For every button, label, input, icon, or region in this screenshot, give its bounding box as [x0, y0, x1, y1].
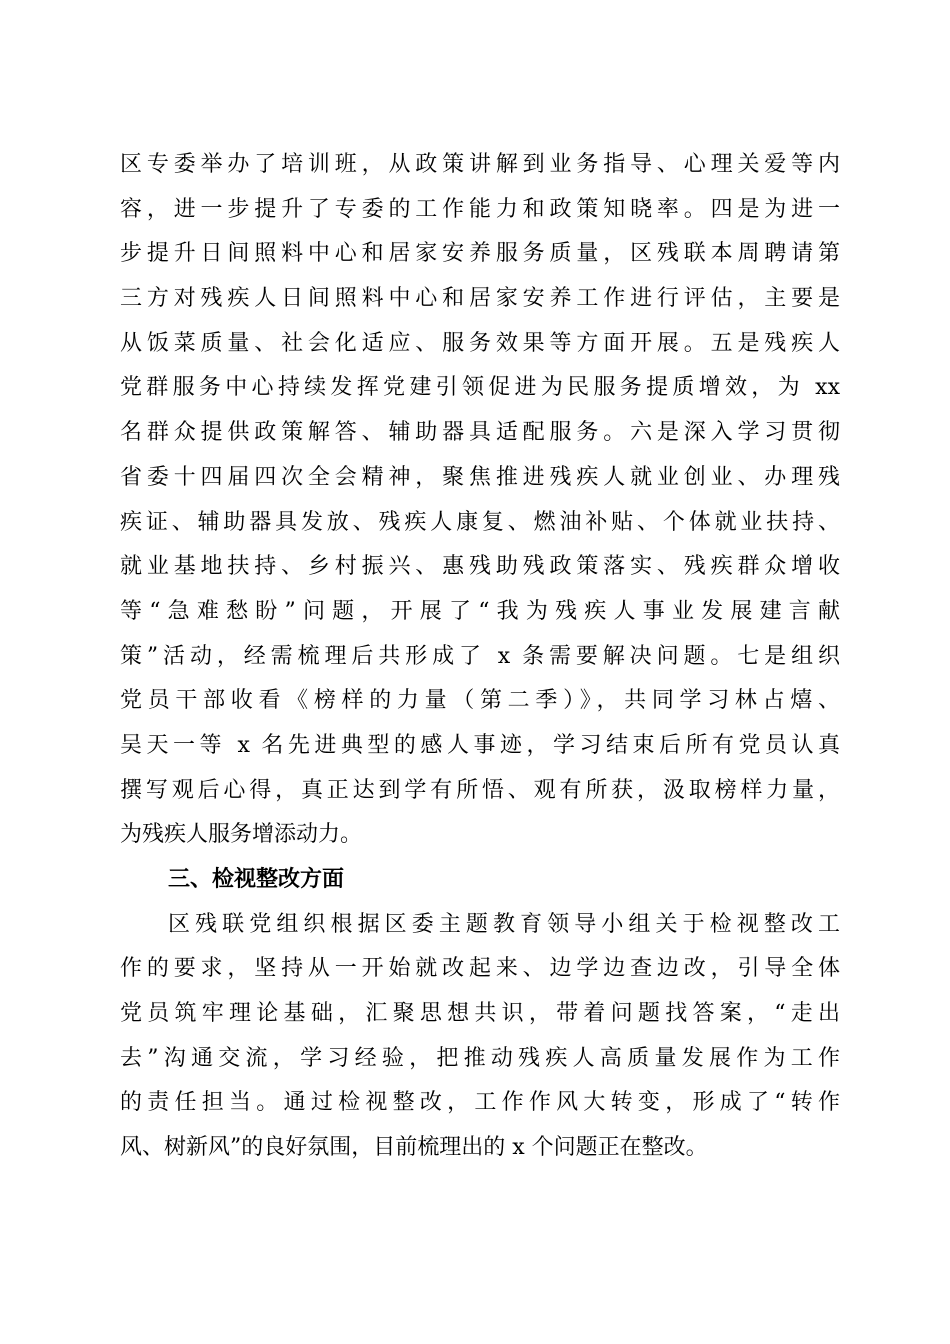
paragraph-line: 三方对残疾人日间照料中心和居家安养工作进行评估，主要是 [120, 286, 840, 312]
paragraph-line: 从饭菜质量、社会化适应、服务效果等方面开展。五是残疾人 [120, 330, 840, 356]
paragraph-line: 等“急难愁盼”问题，开展了“我为残疾人事业发展建言献 [120, 598, 840, 624]
paragraph-line: 的责任担当。通过检视整改，工作作风大转变，形成了“转作 [120, 1090, 840, 1116]
paragraph-line: 为残疾人服务增添动力。 [120, 822, 363, 848]
paragraph-line: 党群服务中心持续发挥党建引领促进为民服务提质增效，为 xx [120, 375, 840, 401]
paragraph-line: 名群众提供政策解答、辅助器具适配服务。六是深入学习贯彻 [120, 420, 840, 446]
paragraph-line: 区专委举办了培训班，从政策讲解到业务指导、心理关爱等内 [120, 152, 840, 177]
paragraph-line: 去”沟通交流，学习经验，把推动残疾人高质量发展作为工作 [120, 1045, 840, 1071]
body-text [120, 143, 840, 1171]
paragraph-line: 省委十四届四次全会精神，聚焦推进残疾人就业创业、办理残 [120, 464, 840, 490]
section-heading: 三、检视整改方面 [168, 867, 345, 892]
paragraph-line: 策”活动，经需梳理后共形成了 x 条需要解决问题。七是组织 [120, 643, 840, 669]
paragraph-line: 党员干部收看《榜样的力量（第二季）》，共同学习林占熺、 [120, 688, 840, 714]
paragraph-line: 作的要求，坚持从一开始就改起来、边学边查边改，引导全体 [120, 956, 840, 982]
paragraph-line: 疾证、辅助器具发放、残疾人康复、燃油补贴、个体就业扶持、 [120, 509, 840, 535]
paragraph-line: 区残联党组织根据区委主题教育领导小组关于检视整改工 [168, 911, 840, 937]
paragraph-line: 就业基地扶持、乡村振兴、惠残助残政策落实、残疾群众增收 [120, 554, 840, 580]
paragraph-line: 吴天一等 x 名先进典型的感人事迹，学习结束后所有党员认真 [120, 732, 840, 758]
paragraph-line: 撰写观后心得，真正达到学有所悟、观有所获，汲取榜样力量， [120, 777, 840, 803]
paragraph-line: 步提升日间照料中心和居家安养服务质量，区残联本周聘请第 [120, 241, 840, 267]
paragraph-line: 容，进一步提升了专委的工作能力和政策知晓率。四是为进一 [120, 196, 840, 222]
paragraph-line: 党员筑牢理论基础，汇聚思想共识，带着问题找答案，“走出 [120, 1001, 840, 1027]
paragraph-line: 风、树新风”的良好氛围，目前梳理出的 x 个问题正在整改。 [120, 1135, 708, 1161]
